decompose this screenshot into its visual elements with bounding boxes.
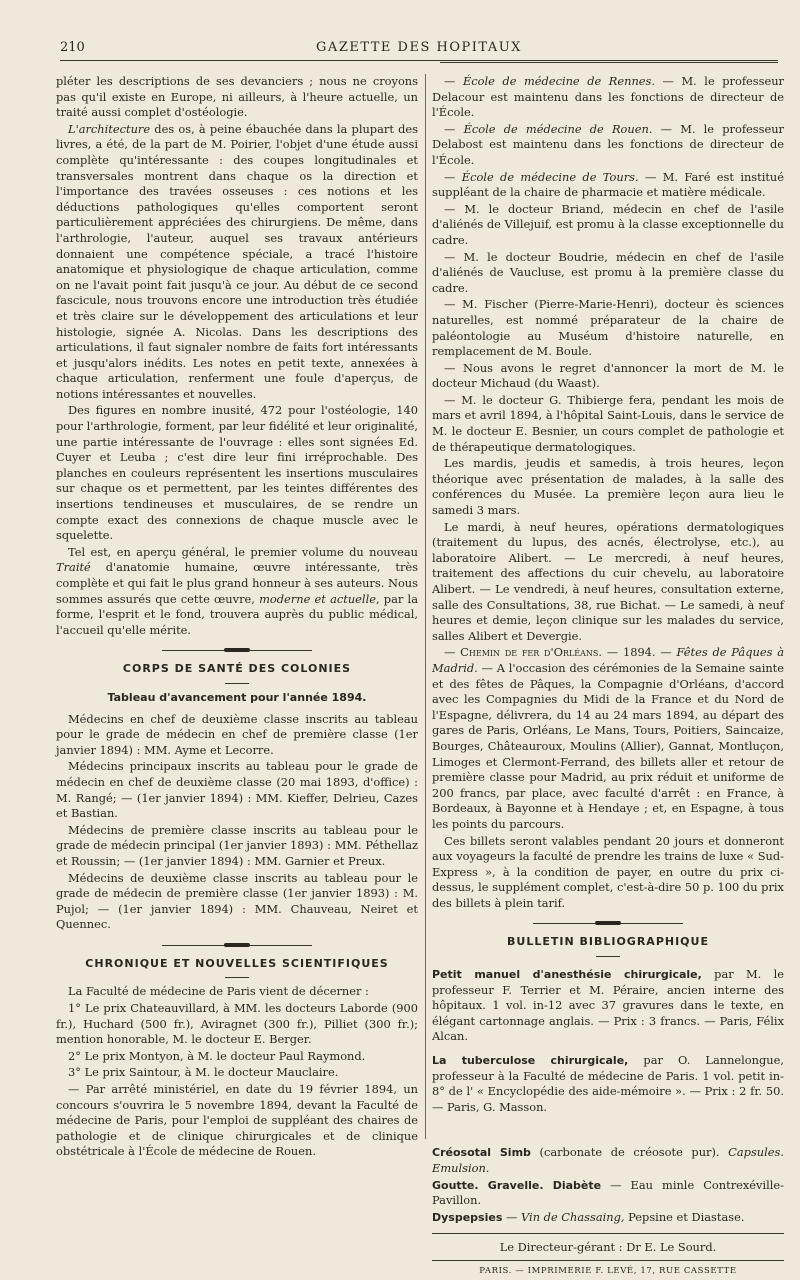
paragraph: 3° Le prix Saintour, à M. le docteur Mauclaire. xyxy=(68,1065,339,1080)
emphasis: Fêtes de Pâques à Madrid. xyxy=(432,645,784,675)
ad-line xyxy=(432,1210,784,1226)
column-divider xyxy=(425,74,426,1139)
paragraph: — Par arrêté ministériel, en date du 19 février 1894, un concours s'ouvrira le 5 novembre 1894, devant la Faculté de médecine de Paris, pour l'emploi de suppléant des chaires de pathologie et de clinique chirurgicales et de clinique obstétricale à l'École de médecine de Rouen. xyxy=(56,1082,418,1159)
footer-rule xyxy=(432,1233,784,1234)
paragraph: Des figures en nombre inusité, 472 pour l'ostéologie, 140 pour l'arthrologie, forment, par leur fidélité et leur originalité, une partie intéressante de l'ouvrage : elles sont signées Ed. Cuyer et Leuba ; c'est dire leur fini irréprochable. Des planches en couleurs représentent les insertions musculaires sur chaque os et permettent, par les teintes différentes des insertions tendineuses et musculaires, de se rendre un compte exact des connexions de chaque muscle avec le squelette. xyxy=(56,403,418,543)
emphasis: Traité xyxy=(56,560,91,575)
paragraph: Les mardis, jeudis et samedis, à trois heures, leçon théorique avec présentation de malades, à la salle des conférences du Musée. La première leçon aura lieu le samedi 3 mars. xyxy=(432,456,784,518)
right-column xyxy=(432,74,784,1280)
ad-line xyxy=(432,1145,784,1176)
bibliography-entry xyxy=(432,967,784,1045)
text: Tel est, en aperçu général, le premier volume du nouveau xyxy=(68,544,418,559)
ad-title: Créosotal Simb xyxy=(432,1146,531,1160)
advertisements xyxy=(432,1145,784,1225)
paragraph: 1° Le prix Chateauvillard, à MM. les docteurs Laborde (900 fr.), Huchard (500 fr.), Aviragnet (300 fr.), Pilliet (300 fr.); mention honorable, M. le docteur E. Berger. xyxy=(56,1001,418,1047)
paragraph: Médecins de première classe inscrits au tableau pour le grade de médecin principal (1er janvier 1893) : MM. Péthellaz et Roussin; — (1er janvier 1894) : MM. Garnier et Preux. xyxy=(56,822,418,868)
paragraph: pléter les descriptions de ses devanciers ; nous ne croyons pas qu'il existe en Europe, ni ailleurs, à l'heure actuelle, un traité aussi complet d'ostéologie. xyxy=(56,74,418,120)
printer-imprint: PARIS. — IMPRIMERIE F. LEVÉ, 17, RUE CASSETTE xyxy=(432,1260,784,1280)
paragraph: La Faculté de médecine de Paris vient de décerner : xyxy=(68,984,369,999)
header-double-rule xyxy=(440,62,778,63)
small-caps-text: — Chemin de fer d'Orléans. xyxy=(444,645,602,660)
text: — xyxy=(502,1209,522,1224)
paragraph xyxy=(432,645,784,832)
paragraph: — École de médecine de Rennes. — M. le professeur Delacour est maintenu dans les fonctions de directeur de l'École. xyxy=(432,74,785,120)
bibliography-list xyxy=(432,967,784,1115)
section-title: CHRONIQUE ET NOUVELLES SCIENTIFIQUES xyxy=(85,956,389,970)
paragraph: 2° Le prix Montyon, à M. le docteur Paul Raymond. xyxy=(68,1048,366,1063)
signature: Le Directeur-gérant : Dr E. Le Sourd. xyxy=(499,1240,717,1255)
ad-title: Goutte. Gravelle. Diabète xyxy=(432,1178,602,1192)
text: Pepsine et Diastase. xyxy=(624,1209,745,1224)
page-header xyxy=(60,36,778,61)
emphasis: L'architecture xyxy=(68,121,151,136)
text: par M. le professeur F. Terrier et M. Péraire, ancien interne des hôpitaux. 1 vol. in-12 avec 37 gravures dans le texte, en élégant cartonnage anglais. — Prix : 3 francs. — Paris, Félix Alcan. xyxy=(432,967,784,1044)
text: — 1894. — xyxy=(602,645,677,660)
left-column xyxy=(56,74,418,1161)
text: (carbonate de créosote pur). xyxy=(530,1145,729,1160)
ornament-divider xyxy=(162,650,312,653)
paragraph: Médecins en chef de deuxième classe inscrits au tableau pour le grade de médecin en chef de première classe (1er janvier 1894) : MM. Ayme et Lecorre. xyxy=(56,711,418,757)
section-title: BULLETIN BIBLIOGRAPHIQUE xyxy=(507,935,709,949)
emphasis: Capsules. Emulsion. xyxy=(432,1145,784,1175)
short-rule xyxy=(225,683,249,684)
paragraph: — École de médecine de Rouen. — M. le professeur Delabost est maintenu dans les fonctions de directeur de l'École. xyxy=(432,121,784,167)
book-title: Petit manuel d'anesthésie chirurgicale, xyxy=(432,968,702,982)
paragraph xyxy=(56,122,418,403)
ad-line xyxy=(432,1178,784,1209)
short-rule xyxy=(225,977,249,978)
paragraph: — École de médecine de Tours. — M. Faré est institué suppléant de la chaire de pharmacie et matière médicale. xyxy=(432,169,785,200)
text: — A l'occasion des cérémonies de la Semaine sainte et des fêtes de Pâques, la Compagnie d'Orléans, d'accord avec les Compagnies du Midi de la France et du Nord de l'Espagne, délivrera, du 14 au 24 mars 1894, au départ des gares de Paris, Orléans, Le Mans, Tours, Poitiers, Saincaize, Bourges, Châteauroux, Moulins (Allier), Gannat, Montluçon, Limoges et Clermont-Ferrand, des billets aller et retour de première classe pour Madrid, au prix réduit et uniforme de 200 francs, par place, avec faculté d'arrêt : en France, à Bordeaux, à Bayonne et à Hendaye ; et, en Espagne, à tous les points du parcours. xyxy=(432,660,784,831)
ornament-divider xyxy=(533,923,683,926)
section-title: CORPS DE SANTÉ DES COLONIES xyxy=(122,662,352,676)
paragraph: — M. Fischer (Pierre-Marie-Henri), docteur ès sciences naturelles, est nommé préparateur de la chaire de paléontologie au Muséum d'histoire naturelle, en remplacement de M. Boule. xyxy=(432,297,784,359)
bibliography-entry xyxy=(432,1053,784,1115)
paragraph: Ces billets seront valables pendant 20 jours et donneront aux voyageurs la faculté de prendre les trains de luxe « Sud-Express », à la condition de payer, en outre du prix ci-dessus, le supplément complet, c'est-à-dire 50 p. 100 du prix des billets à plein tarif. xyxy=(432,833,784,910)
text: — M. le professeur Delacour est maintenu dans les fonctions de directeur de l'École. xyxy=(432,74,785,120)
paragraph: — M. le docteur G. Thibierge fera, pendant les mois de mars et avril 1894, à l'hôpital Saint-Louis, dans le service de M. le docteur E. Besnier, un cours complet de pathologie et de thérapeutique dermatologiques. xyxy=(432,392,784,454)
ornament-divider xyxy=(162,945,312,948)
paragraph xyxy=(56,545,418,639)
text: — M. Faré est institué suppléant de la chaire de pharmacie et matière médicale. xyxy=(432,169,785,200)
text: par O. Lannelongue, professeur à la Faculté de médecine de Paris. 1 vol. petit in-8° de l' « Encyclopédie des aide-mémoire ». — Prix : 2 fr. 50. — Paris, G. Masson. xyxy=(432,1053,784,1114)
emphasis: École de médecine de Rennes. xyxy=(462,74,655,88)
text: — Eau minle Contrexéville-Pavillon. xyxy=(432,1177,784,1208)
paragraph: — M. le docteur Boudrie, médecin en chef de l'asile d'aliénés de Vaucluse, est promu à la première classe du cadre. xyxy=(432,249,784,295)
paragraph: Le mardi, à neuf heures, opérations dermatologiques (traitement du lupus, des acnés, électrolyse, etc.), au laboratoire Alibert. — Le mercredi, à neuf heures, traitement des affections du cuir chevelu, au laboratoire Alibert. — Le vendredi, à neuf heures, consultation externe, salle des Consultations, 38, rue Bichat. — Le samedi, à neuf heures et demie, leçon clinique sur les malades du service, salles Alibert et Devergie. xyxy=(432,519,784,643)
emphasis: École de médecine de Tours. xyxy=(461,169,639,184)
paragraph: — Nous avons le regret d'annoncer la mort de M. le docteur Michaud (du Waast). xyxy=(432,360,784,391)
short-rule xyxy=(596,956,620,957)
text: — M. le professeur Delabost est maintenu dans les fonctions de directeur de l'École. xyxy=(432,121,784,167)
running-title: GAZETTE DES HOPITAUX xyxy=(316,40,522,55)
emphasis: Vin de Chassaing, xyxy=(521,1209,625,1224)
book-title: La tuberculose chirurgicale, xyxy=(432,1054,629,1068)
page-number: 210 xyxy=(60,40,85,55)
emphasis: moderne et actuelle xyxy=(259,591,376,606)
text: des os, à peine ébauchée dans la plupart des livres, a été, de la part de M. Poirier, l'objet d'une étude aussi complète qu'intéressante : des coupes longitudinales et transversales montrent dans chaque os la direction et l'importance des travées osseuses : ces notions et les déductions pathologiques qu'elles comportent seront particulièrement appréciées des chirurgiens. De même, dans l'arthrologie, l'auteur, auquel ses travaux antérieurs donnaient une compétence spéciale, a tracé l'histoire anatomique et physiologique de chaque articulation, comme on ne l'avait point fait jusqu'à ce jour. Au début de ce second fascicule, nous trouvons encore une introduction très étudiée et très claire sur le développement des articulations et leur histologie, signée A. Nicolas. Dans les descriptions des articulations, il faut signaler nombre de faits fort intéressants et jusqu'alors inédits. Les notes en petit texte, annexées à chaque articulation, renferment une foule d'aperçus, de notions intéressantes et nouvelles. xyxy=(56,121,418,401)
ad-title: Dyspepsies xyxy=(432,1210,503,1224)
text: , par la forme, l'esprit et le fond, trouvera auprès du public médical, l'accueil qu'elle mérite. xyxy=(56,591,418,637)
text: d'anatomie humaine, œuvre intéressante, très complète et qui fait le plus grand honneur à ses auteurs. Nous sommes assurés que cette œuvre, xyxy=(56,560,418,606)
paragraph: Médecins principaux inscrits au tableau pour le grade de médecin en chef de deuxième classe (20 mai 1893, d'office) : M. Rangé; — (1er janvier 1894) : MM. Kieffer, Delrieu, Cazes et Bastian. xyxy=(56,759,418,821)
paragraph: — M. le docteur Briand, médecin en chef de l'asile d'aliénés de Villejuif, est promu à la classe exceptionnelle du cadre. xyxy=(432,201,784,247)
subsection-title: Tableau d'avancement pour l'année 1894. xyxy=(107,690,367,704)
emphasis: École de médecine de Rouen. xyxy=(463,121,653,136)
paragraph: Médecins de deuxième classe inscrits au tableau pour le grade de médecin de première classe (1er janvier 1893) : M. Pujol; — (1er janvier 1894) : MM. Chauveau, Neiret et Quennec. xyxy=(56,870,418,932)
